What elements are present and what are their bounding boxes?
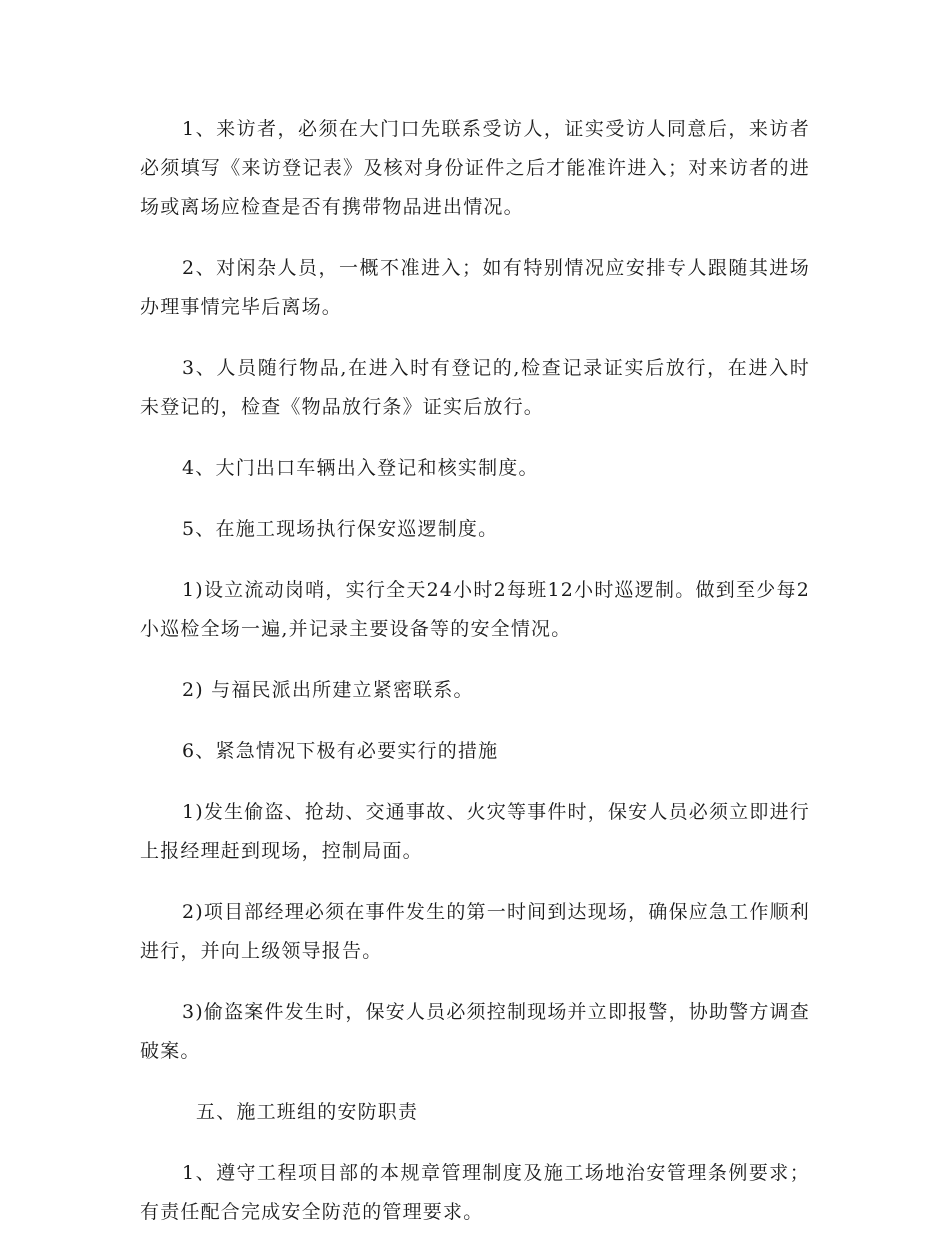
paragraph-idle-persons: 2、对闲杂人员，一概不准进入；如有特别情况应安排专人跟随其进场办理事情完毕后离场。 xyxy=(140,257,810,318)
paragraph-incident-report: 1)发生偷盗、抢劫、交通事故、火灾等事件时，保安人员必须立即进行上报经理赶到现场，控制局面。 xyxy=(140,801,810,862)
paragraph-police-contact: 2) 与福民派出所建立紧密联系。 xyxy=(182,679,474,701)
paragraph-emergency-measures: 6、紧急情况下极有必要实行的措施 xyxy=(182,740,499,762)
document-page xyxy=(140,110,810,1254)
section-heading-team-duties: 五、施工班组的安防职责 xyxy=(196,1101,419,1123)
paragraph-theft-case: 3)偷盗案件发生时，保安人员必须控制现场并立即报警，协助警方调查破案。 xyxy=(140,1001,810,1062)
paragraph-vehicle-registration: 4、大门出口车辆出入登记和核实制度。 xyxy=(182,457,539,479)
paragraph-manager-response: 2)项目部经理必须在事件发生的第一时间到达现场，确保应急工作顺利进行，并向上级领导报告。 xyxy=(140,901,810,962)
paragraph-patrol-system: 5、在施工现场执行保安巡逻制度。 xyxy=(182,518,499,540)
paragraph-personal-items: 3、人员随行物品,在进入时有登记的,检查记录证实后放行，在进入时未登记的，检查《物品放行条》证实后放行。 xyxy=(140,357,810,418)
paragraph-mobile-post: 1)设立流动岗哨，实行全天24小时2每班12小时巡逻制。做到至少每2小巡检全场一遍,并记录主要设备等的安全情况。 xyxy=(140,579,810,640)
paragraph-comply-rules: 1、遵守工程项目部的本规章管理制度及施工场地治安管理条例要求；有责任配合完成安全防范的管理要求。 xyxy=(140,1162,810,1223)
paragraph-visitor-registration: 1、来访者，必须在大门口先联系受访人，证实受访人同意后，来访者必须填写《来访登记表》及核对身份证件之后才能准许进入；对来访者的进场或离场应检查是否有携带物品进出情况。 xyxy=(140,118,810,218)
